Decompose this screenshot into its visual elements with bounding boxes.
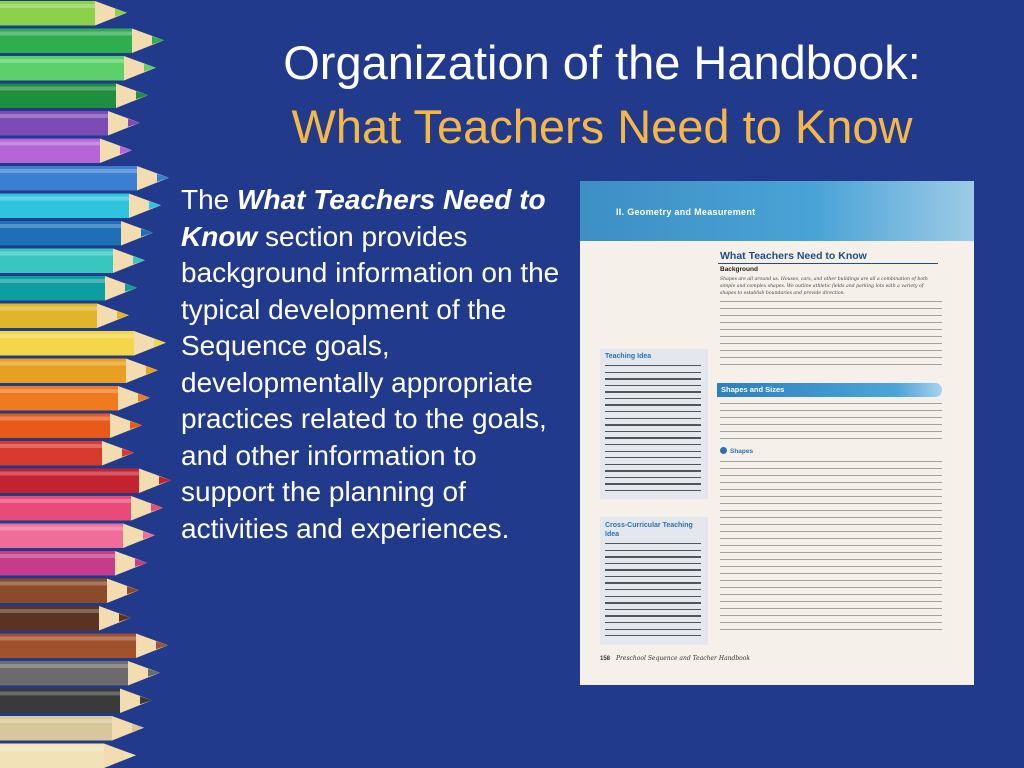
pencil-tip [149,201,161,209]
pencil-highlight [0,59,124,63]
pencil-tip [125,284,137,292]
pencil-highlight [0,637,136,641]
intro-paragraph: Shapes are all around us. Houses, cars, and other buildings are all a combination of both simple and complex shapes. We outline athletic fields and parking lots with a variety of shapes to establish boundaries and provide direction. [720,277,928,296]
pencil-highlight [0,252,113,256]
pencil-tip [146,366,158,374]
body-paragraph [181,182,571,547]
pencil-highlight [0,527,123,531]
teaching-idea-title: Teaching Idea [605,353,652,360]
pencil-highlight [0,582,107,586]
pencil-highlight [0,142,100,146]
footer-text: Preschool Sequence and Teacher Handbook [616,655,751,662]
banner-label: II. Geometry and Measurement [616,207,756,217]
pencil-tip [159,476,171,484]
cross-curricular-title: Cross-Curricular Teaching Idea [605,522,693,538]
pencil-tip [130,421,142,429]
pencil-highlight [0,362,126,366]
page-footer [600,655,750,662]
pencil-highlight [0,197,129,201]
pencil-highlight [0,554,115,558]
pencil-tip [141,229,153,237]
pencil-highlight [0,224,121,228]
colored-pencils-border [0,0,180,768]
pencil-highlight [0,417,110,421]
pencil-tip [140,696,152,704]
pencil-highlight [0,664,128,668]
page-banner [580,181,974,241]
body-text-lines [720,301,942,371]
pencil-tip [144,64,156,72]
pencil-tip [152,36,164,44]
pencil-highlight [0,169,137,173]
pencil-tip [138,394,150,402]
pencil-tip [151,504,163,512]
pencil-highlight [0,4,95,8]
pencil-tip [154,339,166,347]
pencil-highlight [0,609,99,613]
page-number: 158 [600,656,611,662]
pencil-highlight [0,692,120,696]
pencil-highlight [0,747,104,751]
section-text-lines [720,403,942,445]
handbook-page-image [580,181,974,685]
pencil-tip [157,174,169,182]
section-bar [717,383,942,397]
body-emphasis: What Teachers Need to Know [181,184,546,252]
page-heading: What Teachers Need to Know [720,250,867,262]
pencil-tip [156,641,168,649]
pencil-tip [115,9,127,17]
pencil-tip [133,256,145,264]
pencil-highlight [0,444,102,448]
body-lead: The [181,184,238,215]
slide-title: Organization of the Handbook: [283,36,921,89]
pencil-highlight [0,334,134,338]
pencil-highlight [0,279,105,283]
pencil-highlight [0,87,116,91]
pencil-tip [117,311,129,319]
body-rest: section provides background information on the typical development of the Sequence goals, developmentally appropriate practices related to the goals, and other information to support the planning of activities and experiences. [181,220,560,544]
pencil-highlight [0,307,97,311]
pencil-tip [143,531,155,539]
pencil-highlight [0,114,108,118]
page-subheading: Background [720,266,758,273]
pencil-highlight [0,389,118,393]
pencil-tip [132,724,144,732]
section-title: Shapes and Sizes [721,385,785,394]
slide-subtitle: What Teachers Need to Know [291,100,913,153]
shapes-heading: Shapes [720,447,753,455]
pencil-highlight [0,719,112,723]
teaching-idea-box [600,349,708,499]
pencil-highlight [0,499,131,503]
pencil-tip [127,586,139,594]
cross-curricular-lines [605,543,701,642]
pencil-highlight [0,472,139,476]
pencil-highlight [0,32,132,36]
cross-curricular-box [600,517,708,645]
teaching-idea-lines [605,365,701,497]
pencil-tip [128,119,140,127]
pencil-tip [122,449,134,457]
pencil-tip [136,91,148,99]
pencil-tip [120,146,132,154]
pencil-tip [124,751,136,759]
pencil-tip [135,559,147,567]
shapes-text-lines [720,461,942,636]
pencil-tip [148,669,160,677]
heading-rule [718,263,938,264]
pencil-tip [119,614,131,622]
